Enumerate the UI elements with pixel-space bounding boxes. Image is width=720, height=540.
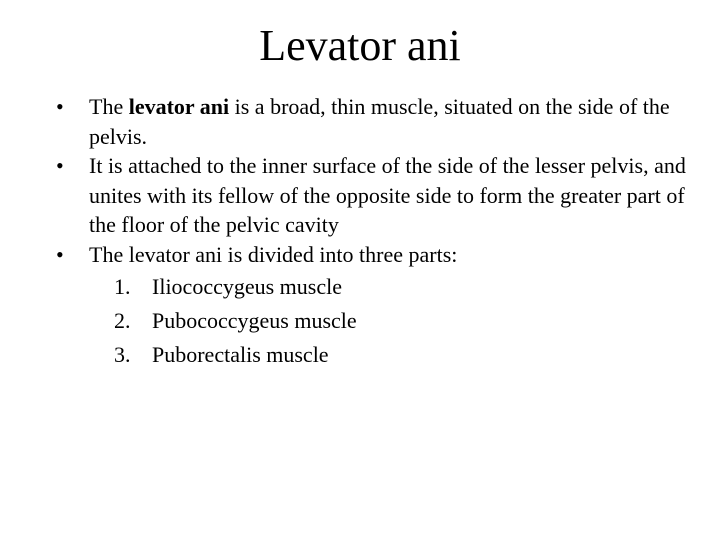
bullet-marker: •	[56, 153, 64, 178]
bullet-text: It is attached to the inner surface of the side of the lesser pelvis, and unites with its fellow of the opposite side to form the greater part of the floor of the pelvic cavity	[89, 153, 686, 237]
item-number: 3.	[114, 342, 131, 367]
numbered-item	[56, 272, 686, 302]
item-number: 2.	[114, 308, 131, 333]
bullet-text	[89, 94, 670, 149]
slide-body	[56, 92, 686, 374]
bullet-item	[56, 240, 686, 270]
bullet-marker: •	[56, 241, 64, 267]
item-text: Iliococcygeus muscle	[152, 274, 342, 299]
bullet-text-after: is a broad, thin muscle, situated on the side of the pelvis.	[89, 94, 670, 149]
numbered-item	[56, 340, 686, 370]
item-text: Puborectalis muscle	[152, 342, 329, 367]
bullet-text-bold: levator ani	[128, 94, 230, 119]
bullet-text-before: The	[89, 94, 129, 119]
numbered-item	[56, 306, 686, 336]
item-number: 1.	[114, 274, 131, 299]
bullet-marker: •	[56, 94, 64, 119]
bullet-item	[56, 92, 686, 151]
bullet-text: The levator ani is divided into three parts:	[89, 241, 458, 267]
item-text: Pubococcygeus muscle	[152, 308, 357, 333]
slide-title: Levator ani	[259, 21, 461, 70]
bullet-item	[56, 151, 686, 240]
